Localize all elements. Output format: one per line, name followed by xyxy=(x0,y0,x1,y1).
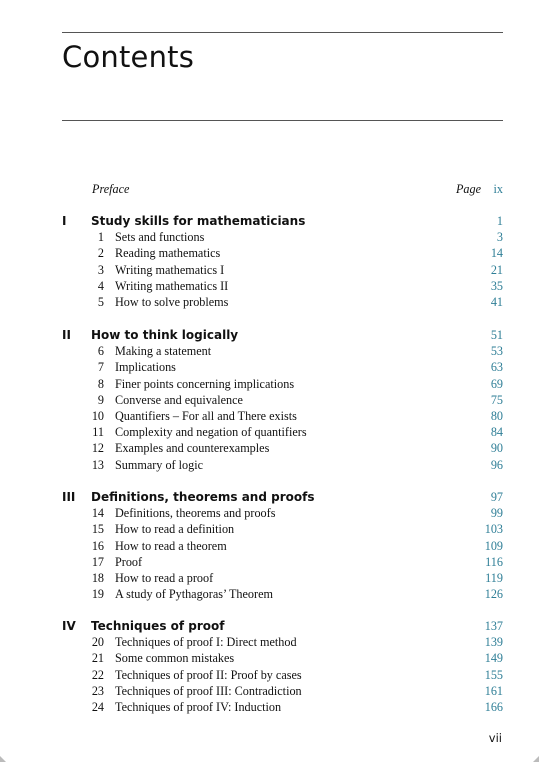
chapter-page: 63 xyxy=(490,360,503,375)
chapter-title: Some common mistakes xyxy=(115,651,235,666)
chapter-number: 23 xyxy=(91,683,104,698)
chapter-entry xyxy=(62,441,503,457)
chapter-number: 11 xyxy=(92,425,104,440)
chapter-page: 80 xyxy=(490,409,503,423)
chapter-entry xyxy=(62,344,503,360)
chapter-page: 119 xyxy=(485,571,503,585)
page-title: Contents xyxy=(62,40,195,74)
chapter-title: Writing mathematics I xyxy=(115,262,225,277)
preface-label: Preface xyxy=(92,182,130,196)
chapter-page: 126 xyxy=(484,587,503,602)
chapter-title: Summary of logic xyxy=(115,457,204,472)
chapter-title: Examples and counterexamples xyxy=(115,441,270,456)
chapter-number: 9 xyxy=(97,392,104,407)
part-title: Techniques of proof xyxy=(91,619,225,633)
chapter-page: 53 xyxy=(490,344,503,359)
chapter-page: 103 xyxy=(484,522,503,537)
chapter-page: 3 xyxy=(496,230,503,245)
part-numeral: II xyxy=(62,328,71,342)
chapter-entry xyxy=(62,684,503,700)
chapter-number: 1 xyxy=(97,230,104,245)
part-entry xyxy=(62,619,503,635)
part-entry xyxy=(62,490,503,506)
chapter-page: 116 xyxy=(485,554,503,569)
part-page: 97 xyxy=(490,490,503,504)
chapter-entry xyxy=(62,668,503,684)
chapter-entry xyxy=(62,506,503,522)
chapter-title: Definitions, theorems and proofs xyxy=(115,506,276,521)
chapter-entry xyxy=(62,279,503,295)
part-numeral: III xyxy=(62,490,76,504)
chapter-title: How to read a theorem xyxy=(115,538,227,553)
chapter-title: Sets and functions xyxy=(115,230,205,245)
chapter-entry xyxy=(62,635,503,651)
chapter-entry xyxy=(62,539,503,555)
page-corner-right xyxy=(533,756,539,762)
preface-page: ix xyxy=(493,182,503,196)
preface-entry xyxy=(62,182,503,198)
chapter-entry xyxy=(62,409,503,425)
part-title: Definitions, theorems and proofs xyxy=(91,490,315,504)
chapter-page: 90 xyxy=(490,441,503,456)
chapter-title: A study of Pythagoras’ Theorem xyxy=(115,587,273,602)
part-numeral: IV xyxy=(62,619,76,633)
chapter-number: 15 xyxy=(91,522,104,537)
top-rule xyxy=(62,32,503,33)
chapter-page: 109 xyxy=(484,538,503,553)
chapter-number: 17 xyxy=(91,554,104,569)
chapter-entry xyxy=(62,295,503,311)
chapter-entry xyxy=(62,651,503,667)
chapter-page: 161 xyxy=(484,683,503,698)
part-entry xyxy=(62,214,503,230)
part-entry xyxy=(62,328,503,344)
chapter-title: Converse and equivalence xyxy=(115,392,243,407)
chapter-entry xyxy=(62,393,503,409)
chapter-title: Finer points concerning implications xyxy=(115,376,295,391)
chapter-entry xyxy=(62,425,503,441)
chapter-number: 20 xyxy=(91,635,104,650)
chapter-number: 5 xyxy=(97,295,104,309)
chapter-number: 22 xyxy=(91,667,104,682)
chapter-title: Techniques of proof IV: Induction xyxy=(115,700,282,714)
chapter-page: 84 xyxy=(490,425,503,440)
chapter-entry xyxy=(62,246,503,262)
part-page: 1 xyxy=(496,214,503,228)
chapter-page: 41 xyxy=(490,295,503,309)
part-numeral: I xyxy=(62,214,67,228)
chapter-entry xyxy=(62,360,503,376)
chapter-title: Making a statement xyxy=(115,344,212,359)
part-page: 137 xyxy=(484,619,503,633)
part-page: 51 xyxy=(490,328,503,342)
chapter-number: 4 xyxy=(97,278,104,293)
chapter-title: How to solve problems xyxy=(115,295,229,309)
chapter-number: 3 xyxy=(97,262,104,277)
chapter-number: 19 xyxy=(91,587,104,602)
chapter-page: 14 xyxy=(490,246,503,261)
page-folio: vii xyxy=(488,731,502,745)
chapter-page: 21 xyxy=(490,262,503,277)
chapter-title: Techniques of proof I: Direct method xyxy=(115,635,297,650)
chapter-title: Complexity and negation of quantifiers xyxy=(115,425,307,440)
chapter-title: Techniques of proof III: Contradiction xyxy=(115,683,302,698)
chapter-title: Writing mathematics II xyxy=(115,278,229,293)
page-column-label: Page xyxy=(455,182,481,196)
chapter-entry xyxy=(62,522,503,538)
chapter-number: 18 xyxy=(91,571,104,585)
part-title: Study skills for mathematicians xyxy=(91,214,306,228)
part-title: How to think logically xyxy=(91,328,239,342)
chapter-page: 99 xyxy=(490,506,503,521)
chapter-number: 7 xyxy=(97,360,104,375)
chapter-entry xyxy=(62,555,503,571)
chapter-number: 13 xyxy=(91,457,104,472)
chapter-entry xyxy=(62,263,503,279)
chapter-number: 6 xyxy=(97,344,104,359)
chapter-page: 69 xyxy=(490,376,503,391)
chapter-number: 10 xyxy=(91,409,104,423)
chapter-title: Implications xyxy=(115,360,176,375)
chapter-title: How to read a proof xyxy=(115,571,214,585)
chapter-page: 35 xyxy=(490,278,503,293)
chapter-title: Reading mathematics xyxy=(115,246,221,261)
chapter-title: Techniques of proof II: Proof by cases xyxy=(115,667,302,682)
chapter-page: 139 xyxy=(484,635,503,650)
chapter-number: 14 xyxy=(91,506,104,521)
chapter-entry xyxy=(62,587,503,603)
chapter-page: 149 xyxy=(484,651,503,666)
chapter-title: How to read a definition xyxy=(115,522,235,537)
chapter-entry xyxy=(62,377,503,393)
chapter-number: 8 xyxy=(97,376,104,391)
chapter-title: Proof xyxy=(115,554,143,569)
chapter-page: 155 xyxy=(484,667,503,682)
chapter-number: 21 xyxy=(91,651,104,666)
chapter-number: 2 xyxy=(97,246,104,261)
chapter-title: Quantifiers – For all and There exists xyxy=(115,409,297,423)
page-corner-left xyxy=(0,756,6,762)
chapter-number: 16 xyxy=(91,538,104,553)
chapter-entry xyxy=(62,700,503,716)
chapter-entry xyxy=(62,571,503,587)
chapter-entry xyxy=(62,458,503,474)
title-rule xyxy=(62,120,503,121)
chapter-page: 96 xyxy=(490,457,503,472)
chapter-page: 166 xyxy=(484,700,503,714)
chapter-page: 75 xyxy=(490,392,503,407)
chapter-entry xyxy=(62,230,503,246)
chapter-number: 24 xyxy=(91,700,104,714)
chapter-number: 12 xyxy=(91,441,104,456)
